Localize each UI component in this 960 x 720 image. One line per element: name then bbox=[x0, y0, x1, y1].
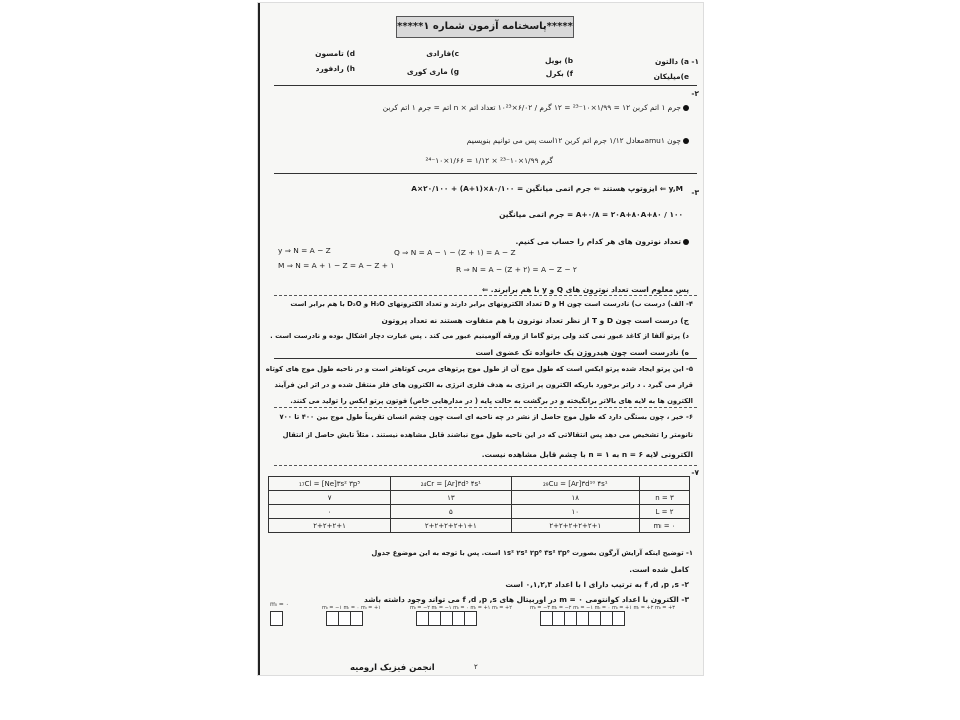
q3-eq-y: y ⇒ N = A − Z bbox=[278, 246, 331, 255]
q6-line-1: ۶- خیر ، چون بستگی دارد که طول موج حاصل از نشر در چه ناحیه ای است چون چشم انسان تقریباً طول موج بین ۴۰۰ تا ۷۰۰ bbox=[279, 413, 693, 421]
f-orbital-boxes bbox=[540, 611, 624, 626]
q2-line-3: گرم ۱/۹۹×۱۰⁻²³ × ۱/۱۲ = ۱/۶۶×۱۰⁻²⁴ bbox=[425, 156, 553, 165]
q3-line-2: A+۰/۸ = ۲۰A+۸۰A+۸۰ / ۱۰۰ = جرم اتمی میانگین bbox=[499, 210, 683, 219]
table-row-label: mₗ = ۰ bbox=[640, 519, 690, 533]
table-cell: ۵ bbox=[391, 505, 511, 519]
table-cell: ۰ bbox=[269, 505, 391, 519]
q1-item-f: f) بکرل bbox=[545, 69, 573, 78]
q8-line-2: کامل شده است. bbox=[629, 565, 689, 574]
s-orbital-boxes bbox=[270, 611, 282, 626]
table-cell: ۱۸ bbox=[511, 491, 639, 505]
footer-text: انجمن فیزیک ارومیه bbox=[350, 663, 435, 673]
q2-line-2: چون amu۱معادل ۱/۱۲ جرم اتم کربن ۱۲است پس می توانیم بنویسیم bbox=[467, 136, 689, 145]
table-row bbox=[269, 491, 690, 505]
q3-label: ۳- bbox=[691, 188, 699, 197]
q8-line-3: ۲- f ,d ,p ,s به ترتیب دارای l با اعداد ۰,۱,۲,۳ است bbox=[505, 580, 689, 589]
table-cell: ۲+۲+۲+۲+۲+۱ bbox=[511, 519, 639, 533]
q1-item-c: c)فارادی bbox=[426, 49, 459, 58]
q5-line-2: قرار می گیرد . د راثر برخورد باریکه الکترون پر انرژی به هدف فلزی انرژی به الکترون های فلز منتقل شده و در اثر این فرآیند bbox=[274, 381, 693, 389]
p-orbital-boxes bbox=[326, 611, 362, 626]
q1-item-d: d) تامسون bbox=[315, 49, 355, 58]
q1-item-h: h) رادفورد bbox=[315, 64, 355, 73]
q3-eq-r: R ⇒ N = A − (Z + ۲) = A − Z − ۲ bbox=[456, 265, 577, 274]
q5-line-1: ۵- این پرتو ایجاد شده پرتو ایکس است که طول موج آن از طول موج پرتوهای مریی کوتاهتر است و در ناحیه طول موج های کوتاه bbox=[265, 365, 693, 373]
q3-eq-m: M ⇒ N = A + ۱ − Z = A − Z + ۱ bbox=[278, 261, 395, 270]
q7-label: ۷- bbox=[691, 468, 699, 477]
d-orbital-labels: mₗ = −۲ mₗ = −۱ mₗ = ۰ mₗ = +۱ mₗ = +۲ bbox=[410, 605, 512, 611]
q1-item-b: b) بویل bbox=[544, 56, 573, 65]
q2-label: ۲- bbox=[691, 89, 699, 98]
table-header-row bbox=[269, 477, 690, 491]
q4-line-4: ه) نادرست است چون هیدروژن یک خانواده تک عضوی است bbox=[475, 348, 689, 357]
table-cell: ۲+۲+۲+۲+۱+۱ bbox=[391, 519, 511, 533]
table-cell: ۷ bbox=[269, 491, 391, 505]
q2-line-1: جرم ۱ اتم کربن ۱۲ = ۱/۹۹×۱۰⁻²³ = ۱۲ گرم / ۶/۰۲×۱۰²³ تعداد اتم × n اتم = جرم ۱ اتم کربن bbox=[383, 103, 689, 112]
q1-item-a: a) دالتون bbox=[654, 57, 689, 66]
divider bbox=[274, 407, 697, 408]
table-cell: ۲+۲+۲+۱ bbox=[269, 519, 391, 533]
page-number: ۲ bbox=[474, 663, 478, 671]
table-cell: ۱۳ bbox=[391, 491, 511, 505]
table-header-cell: ₂₄Cr = [Ar]۳d⁵ ۴s¹ bbox=[391, 477, 511, 491]
q1-item-e: e)میلیکان bbox=[653, 72, 689, 81]
q3-line-1: y,M ⇐ ایزوتوپ هستند ⇐ جرم اتمی میانگین = A×۲۰/۱۰۰ + (A+۱)×۸۰/۱۰۰ bbox=[411, 184, 683, 193]
q1-item-g: g) ماری کوری bbox=[406, 67, 459, 76]
table-row-label: n = ۳ bbox=[640, 491, 690, 505]
table-header-cell bbox=[640, 477, 690, 491]
q4-line-3: د) پرتو آلفا از کاغذ عبور نمی کند ولی پرتو گاما از ورقه آلومینیم عبور می کند . پس عبارت دچار اشکال بوده و نادرست است . bbox=[270, 332, 689, 340]
q5-line-3: الکترون ها به لایه های بالاتر برانگیخته و در برگشت به حالت پایه ( در مدارهایی خاص) فوتون پرتو ایکس را تولید می کنند. bbox=[290, 397, 693, 405]
divider bbox=[274, 358, 697, 359]
divider bbox=[274, 295, 697, 296]
p-orbital-labels: mₗ = −۱ mₗ = ۰ mₗ = +۱ bbox=[322, 605, 381, 611]
q3-line-3: تعداد نوترون های هر کدام را حساب می کنیم. bbox=[515, 237, 689, 246]
page-title: *****پاسخنامه آزمون شماره ۱***** bbox=[396, 16, 574, 38]
q4-line-1: ۴- الف) درست ب) نادرست است چون H و D تعداد الکترونهای برابر دارند و تعداد الکترونهای H₂O و D₂O با هم برابر است bbox=[290, 300, 693, 308]
ml-zero-label: mₗ = ۰ bbox=[270, 601, 289, 608]
table-row-label: L = ۲ bbox=[640, 505, 690, 519]
q8-line-1: ۱- توضیح اینکه آرایش آرگون بصورت ۱s² ۲s² ۲p⁶ ۳s² ۳p⁶ است. پس با توجه به این موضوع جدول bbox=[371, 549, 693, 557]
table-cell: ۱۰ bbox=[511, 505, 639, 519]
electron-config-table bbox=[268, 476, 690, 533]
q4-line-2: ج) درست است چون D و T از نظر تعداد نوترون با هم متفاوت هستند نه تعداد پروتون bbox=[381, 316, 689, 325]
table-row bbox=[269, 519, 690, 533]
q8-line-4: ۳- الکترون با اعداد کوانتومی m = ۰ در اوربیتال های f ,d ,p ,s می تواند وجود داشته باشد bbox=[364, 595, 689, 604]
bullet-icon bbox=[683, 138, 689, 144]
answer-sheet-page bbox=[258, 3, 703, 675]
q3-line-4: پس معلوم است تعداد نوترون های Q و y با هم برابرند. ⇐ bbox=[482, 285, 689, 294]
divider bbox=[274, 465, 697, 466]
q1-label: ۱- bbox=[691, 57, 699, 66]
q6-line-2: نانومتر را تشخیص می دهد پس انتقالاتی که در این ناحیه طول موج نباشند قابل مشاهده نیستند . مثلاً تابش حاصل از انتقال bbox=[282, 431, 693, 439]
bullet-icon bbox=[683, 239, 689, 245]
f-orbital-labels: mₗ = −۳ mₗ = −۲ mₗ = −۱ mₗ = ۰ mₗ = +۱ mₗ = +۲ mₗ = +۳ bbox=[530, 605, 675, 611]
table-header-cell: ₁₇Cl = [Ne]۳s² ۳p⁵ bbox=[269, 477, 391, 491]
q6-line-3: الکترونی لایه ۶ = n به ۱ = n با چشم قابل مشاهده نیست. bbox=[481, 450, 693, 459]
q3-eq-q: Q ⇒ N = A − ۱ − (Z + ۱) = A − Z bbox=[394, 248, 516, 257]
table-row bbox=[269, 505, 690, 519]
table-header-cell: ₂₉Cu = [Ar]۳d¹⁰ ۴s¹ bbox=[511, 477, 639, 491]
bullet-icon bbox=[683, 105, 689, 111]
divider bbox=[274, 85, 697, 86]
divider bbox=[274, 173, 697, 174]
d-orbital-boxes bbox=[416, 611, 476, 626]
